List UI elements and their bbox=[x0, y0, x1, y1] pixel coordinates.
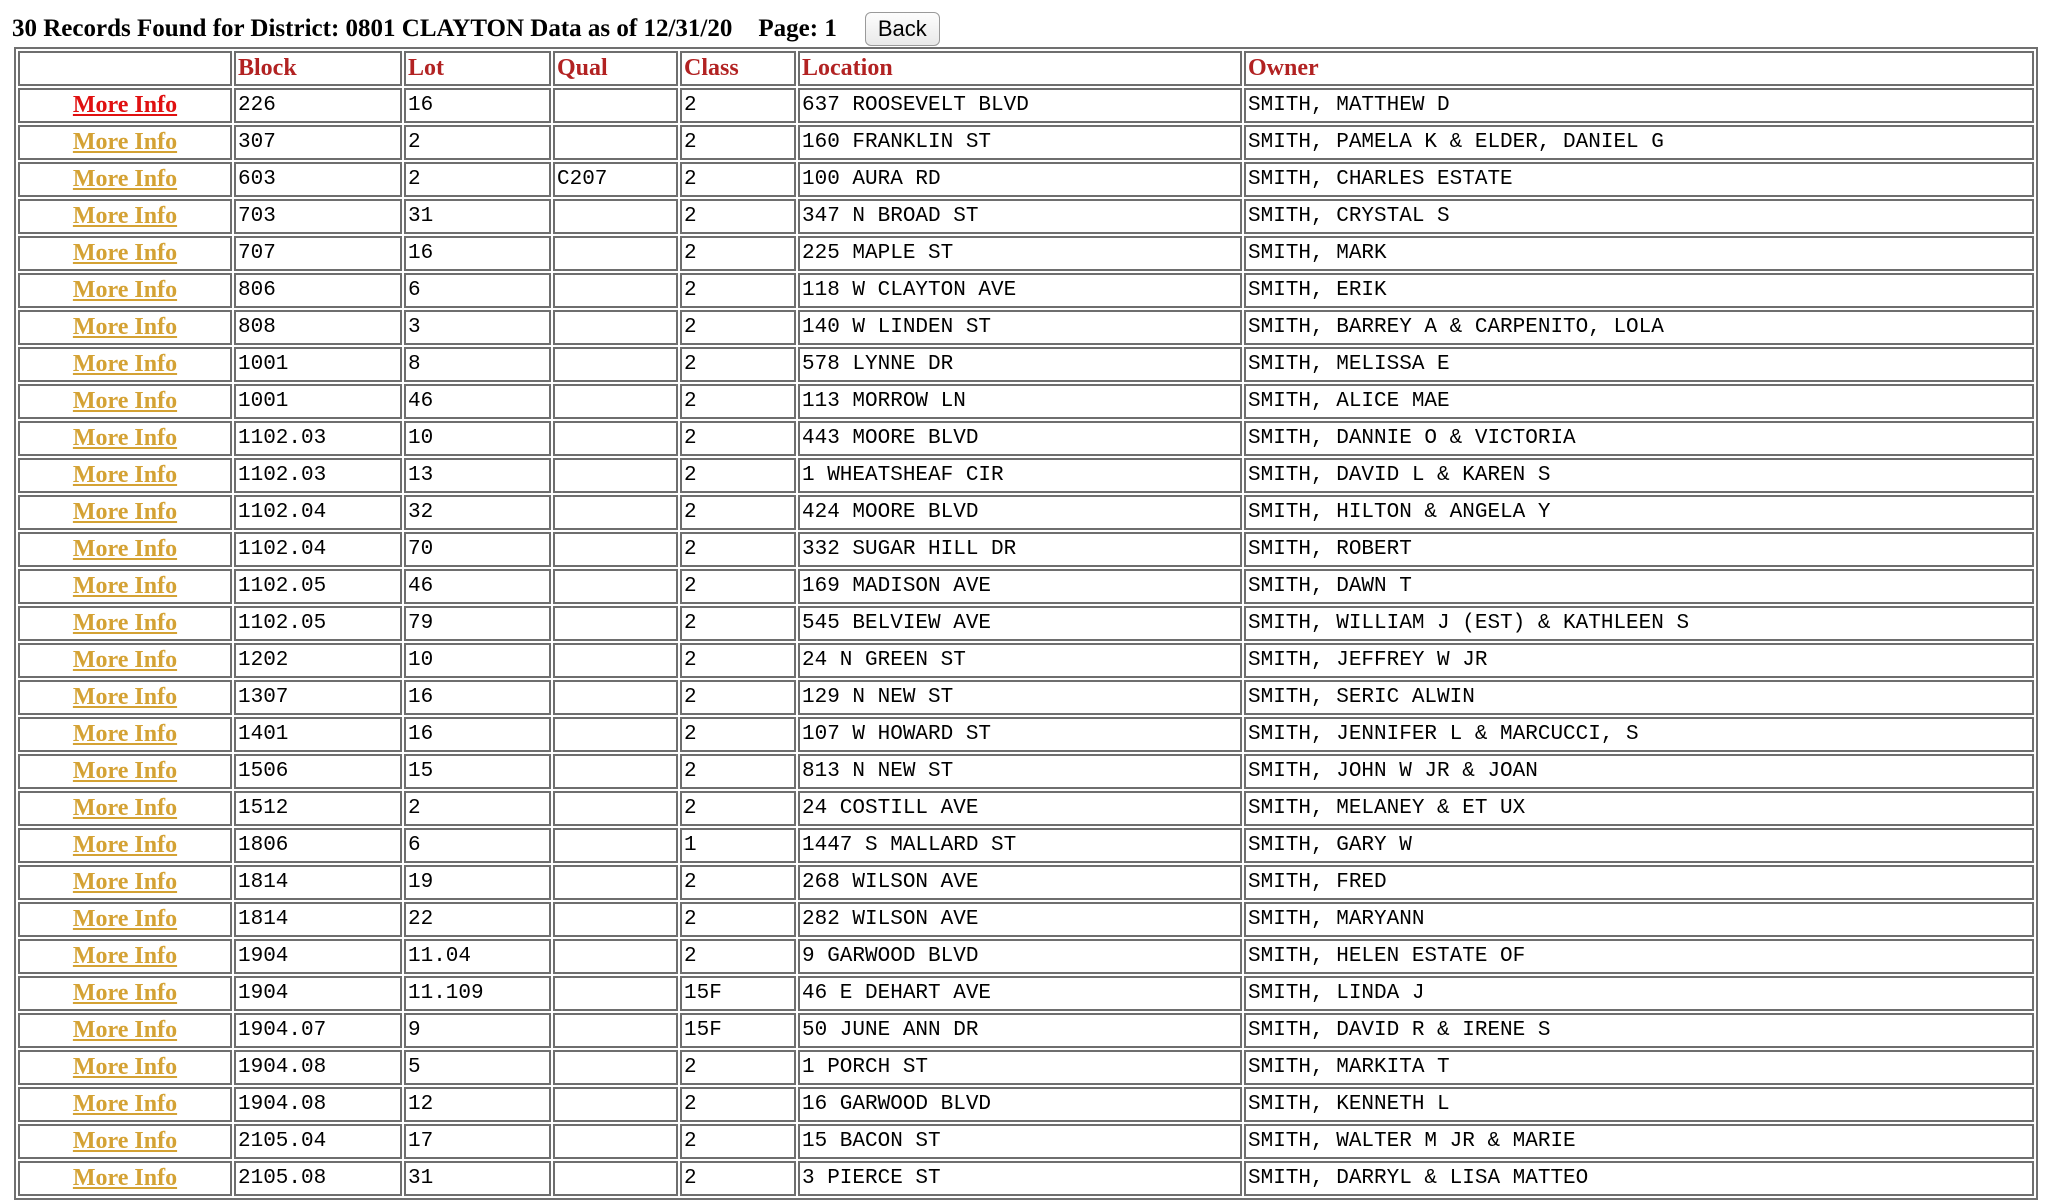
more-info-cell bbox=[18, 976, 232, 1011]
column-header-qual: Qual bbox=[553, 51, 678, 86]
back-button[interactable]: Back bbox=[865, 12, 940, 46]
cell-owner: SMITH, CRYSTAL S bbox=[1244, 199, 2034, 234]
cell-block: 1102.05 bbox=[234, 606, 402, 641]
cell-qual bbox=[553, 532, 678, 567]
cell-lot: 6 bbox=[404, 828, 551, 863]
cell-location: 813 N NEW ST bbox=[798, 754, 1242, 789]
cell-lot: 70 bbox=[404, 532, 551, 567]
more-info-link[interactable]: More Info bbox=[72, 573, 178, 599]
records-table bbox=[14, 47, 2038, 1200]
cell-qual bbox=[553, 643, 678, 678]
cell-block: 703 bbox=[234, 199, 402, 234]
table-row bbox=[18, 865, 2034, 900]
cell-lot: 13 bbox=[404, 458, 551, 493]
cell-owner: SMITH, WILLIAM J (EST) & KATHLEEN S bbox=[1244, 606, 2034, 641]
cell-owner: SMITH, SERIC ALWIN bbox=[1244, 680, 2034, 715]
cell-class: 2 bbox=[680, 902, 796, 937]
cell-block: 307 bbox=[234, 125, 402, 160]
cell-class: 2 bbox=[680, 643, 796, 678]
cell-block: 1102.04 bbox=[234, 532, 402, 567]
cell-qual bbox=[553, 273, 678, 308]
cell-class: 2 bbox=[680, 421, 796, 456]
more-info-link[interactable]: More Info bbox=[72, 1054, 178, 1080]
cell-lot: 31 bbox=[404, 1161, 551, 1196]
cell-lot: 46 bbox=[404, 384, 551, 419]
cell-class: 2 bbox=[680, 754, 796, 789]
cell-qual bbox=[553, 1050, 678, 1085]
more-info-cell bbox=[18, 495, 232, 530]
cell-class: 2 bbox=[680, 162, 796, 197]
cell-location: 578 LYNNE DR bbox=[798, 347, 1242, 382]
cell-block: 1904.07 bbox=[234, 1013, 402, 1048]
cell-owner: SMITH, DANNIE O & VICTORIA bbox=[1244, 421, 2034, 456]
cell-block: 1814 bbox=[234, 865, 402, 900]
cell-lot: 22 bbox=[404, 902, 551, 937]
column-header-block: Block bbox=[234, 51, 402, 86]
cell-owner: SMITH, CHARLES ESTATE bbox=[1244, 162, 2034, 197]
cell-block: 1102.04 bbox=[234, 495, 402, 530]
table-row bbox=[18, 458, 2034, 493]
cell-lot: 19 bbox=[404, 865, 551, 900]
cell-owner: SMITH, ROBERT bbox=[1244, 532, 2034, 567]
cell-block: 1102.03 bbox=[234, 458, 402, 493]
more-info-link[interactable]: More Info bbox=[72, 388, 178, 414]
more-info-link[interactable]: More Info bbox=[72, 425, 178, 451]
cell-qual bbox=[553, 310, 678, 345]
cell-location: 268 WILSON AVE bbox=[798, 865, 1242, 900]
cell-block: 707 bbox=[234, 236, 402, 271]
cell-lot: 16 bbox=[404, 236, 551, 271]
cell-block: 1814 bbox=[234, 902, 402, 937]
table-row bbox=[18, 273, 2034, 308]
more-info-cell bbox=[18, 347, 232, 382]
cell-qual bbox=[553, 680, 678, 715]
cell-lot: 12 bbox=[404, 1087, 551, 1122]
more-info-cell bbox=[18, 606, 232, 641]
cell-owner: SMITH, LINDA J bbox=[1244, 976, 2034, 1011]
more-info-link[interactable]: More Info bbox=[72, 1128, 178, 1154]
table-row bbox=[18, 1124, 2034, 1159]
cell-owner: SMITH, JENNIFER L & MARCUCCI, S bbox=[1244, 717, 2034, 752]
more-info-cell bbox=[18, 939, 232, 974]
table-row bbox=[18, 532, 2034, 567]
table-row bbox=[18, 421, 2034, 456]
table-row bbox=[18, 569, 2034, 604]
cell-lot: 17 bbox=[404, 1124, 551, 1159]
cell-block: 1904.08 bbox=[234, 1087, 402, 1122]
cell-block: 1102.03 bbox=[234, 421, 402, 456]
more-info-cell bbox=[18, 421, 232, 456]
cell-qual bbox=[553, 1087, 678, 1122]
table-row bbox=[18, 88, 2034, 123]
cell-lot: 16 bbox=[404, 88, 551, 123]
cell-class: 2 bbox=[680, 199, 796, 234]
table-row bbox=[18, 939, 2034, 974]
cell-qual bbox=[553, 495, 678, 530]
table-row bbox=[18, 236, 2034, 271]
cell-block: 1904 bbox=[234, 976, 402, 1011]
cell-owner: SMITH, DAWN T bbox=[1244, 569, 2034, 604]
cell-owner: SMITH, MARK bbox=[1244, 236, 2034, 271]
cell-class: 2 bbox=[680, 717, 796, 752]
cell-qual bbox=[553, 865, 678, 900]
cell-owner: SMITH, MELANEY & ET UX bbox=[1244, 791, 2034, 826]
more-info-cell bbox=[18, 791, 232, 826]
more-info-link[interactable]: More Info bbox=[72, 943, 178, 969]
cell-owner: SMITH, DAVID R & IRENE S bbox=[1244, 1013, 2034, 1048]
more-info-cell bbox=[18, 569, 232, 604]
cell-owner: SMITH, GARY W bbox=[1244, 828, 2034, 863]
more-info-link[interactable]: More Info bbox=[72, 1017, 178, 1043]
table-row bbox=[18, 495, 2034, 530]
more-info-cell bbox=[18, 310, 232, 345]
cell-location: 169 MADISON AVE bbox=[798, 569, 1242, 604]
more-info-link[interactable]: More Info bbox=[72, 832, 178, 858]
cell-owner: SMITH, MELISSA E bbox=[1244, 347, 2034, 382]
table-row bbox=[18, 606, 2034, 641]
cell-qual bbox=[553, 569, 678, 604]
more-info-cell bbox=[18, 125, 232, 160]
cell-qual bbox=[553, 88, 678, 123]
more-info-cell bbox=[18, 1087, 232, 1122]
cell-location: 443 MOORE BLVD bbox=[798, 421, 1242, 456]
cell-qual: C207 bbox=[553, 162, 678, 197]
cell-qual bbox=[553, 421, 678, 456]
more-info-link[interactable]: More Info bbox=[72, 203, 178, 229]
more-info-cell bbox=[18, 754, 232, 789]
cell-block: 603 bbox=[234, 162, 402, 197]
cell-block: 2105.08 bbox=[234, 1161, 402, 1196]
more-info-link[interactable]: More Info bbox=[72, 721, 178, 747]
cell-location: 129 N NEW ST bbox=[798, 680, 1242, 715]
cell-owner: SMITH, MARKITA T bbox=[1244, 1050, 2034, 1085]
column-header-location: Location bbox=[798, 51, 1242, 86]
table-row bbox=[18, 717, 2034, 752]
cell-class: 2 bbox=[680, 384, 796, 419]
cell-class: 2 bbox=[680, 1124, 796, 1159]
cell-lot: 16 bbox=[404, 680, 551, 715]
table-row bbox=[18, 643, 2034, 678]
cell-class: 2 bbox=[680, 236, 796, 271]
cell-owner: SMITH, ALICE MAE bbox=[1244, 384, 2034, 419]
more-info-link[interactable]: More Info bbox=[72, 462, 178, 488]
cell-block: 1202 bbox=[234, 643, 402, 678]
more-info-cell bbox=[18, 1124, 232, 1159]
cell-location: 1 PORCH ST bbox=[798, 1050, 1242, 1085]
cell-owner: SMITH, JEFFREY W JR bbox=[1244, 643, 2034, 678]
column-header-class: Class bbox=[680, 51, 796, 86]
cell-class: 2 bbox=[680, 125, 796, 160]
cell-class: 2 bbox=[680, 347, 796, 382]
more-info-link[interactable]: More Info bbox=[72, 980, 178, 1006]
cell-location: 3 PIERCE ST bbox=[798, 1161, 1242, 1196]
cell-lot: 10 bbox=[404, 643, 551, 678]
cell-lot: 11.109 bbox=[404, 976, 551, 1011]
cell-class: 2 bbox=[680, 680, 796, 715]
cell-lot: 79 bbox=[404, 606, 551, 641]
cell-lot: 10 bbox=[404, 421, 551, 456]
cell-owner: SMITH, FRED bbox=[1244, 865, 2034, 900]
cell-block: 1904.08 bbox=[234, 1050, 402, 1085]
more-info-cell bbox=[18, 458, 232, 493]
cell-lot: 16 bbox=[404, 717, 551, 752]
cell-location: 100 AURA RD bbox=[798, 162, 1242, 197]
cell-location: 46 E DEHART AVE bbox=[798, 976, 1242, 1011]
cell-owner: SMITH, WALTER M JR & MARIE bbox=[1244, 1124, 2034, 1159]
cell-location: 16 GARWOOD BLVD bbox=[798, 1087, 1242, 1122]
table-row bbox=[18, 976, 2034, 1011]
cell-location: 545 BELVIEW AVE bbox=[798, 606, 1242, 641]
cell-lot: 32 bbox=[404, 495, 551, 530]
cell-qual bbox=[553, 606, 678, 641]
page-indicator: Page: 1 bbox=[758, 15, 837, 42]
cell-qual bbox=[553, 902, 678, 937]
cell-qual bbox=[553, 1161, 678, 1196]
cell-qual bbox=[553, 458, 678, 493]
cell-location: 118 W CLAYTON AVE bbox=[798, 273, 1242, 308]
more-info-cell bbox=[18, 865, 232, 900]
cell-lot: 46 bbox=[404, 569, 551, 604]
cell-class: 2 bbox=[680, 458, 796, 493]
cell-lot: 5 bbox=[404, 1050, 551, 1085]
table-row bbox=[18, 1161, 2034, 1196]
table-row bbox=[18, 902, 2034, 937]
more-info-link[interactable]: More Info bbox=[72, 684, 178, 710]
table-row bbox=[18, 828, 2034, 863]
cell-class: 2 bbox=[680, 569, 796, 604]
column-header-owner: Owner bbox=[1244, 51, 2034, 86]
more-info-link[interactable]: More Info bbox=[72, 795, 178, 821]
cell-location: 107 W HOWARD ST bbox=[798, 717, 1242, 752]
results-header bbox=[12, 10, 940, 48]
cell-class: 2 bbox=[680, 532, 796, 567]
cell-location: 1 WHEATSHEAF CIR bbox=[798, 458, 1242, 493]
more-info-cell bbox=[18, 384, 232, 419]
more-info-link[interactable]: More Info bbox=[72, 166, 178, 192]
cell-class: 2 bbox=[680, 791, 796, 826]
cell-block: 1401 bbox=[234, 717, 402, 752]
cell-class: 2 bbox=[680, 495, 796, 530]
cell-location: 282 WILSON AVE bbox=[798, 902, 1242, 937]
cell-lot: 11.04 bbox=[404, 939, 551, 974]
cell-block: 1307 bbox=[234, 680, 402, 715]
cell-block: 1512 bbox=[234, 791, 402, 826]
table-row bbox=[18, 754, 2034, 789]
cell-lot: 2 bbox=[404, 125, 551, 160]
cell-location: 113 MORROW LN bbox=[798, 384, 1242, 419]
more-info-link[interactable]: More Info bbox=[72, 647, 178, 673]
cell-owner: SMITH, DAVID L & KAREN S bbox=[1244, 458, 2034, 493]
cell-qual bbox=[553, 236, 678, 271]
cell-qual bbox=[553, 754, 678, 789]
cell-class: 2 bbox=[680, 1087, 796, 1122]
cell-location: 140 W LINDEN ST bbox=[798, 310, 1242, 345]
cell-location: 1447 S MALLARD ST bbox=[798, 828, 1242, 863]
more-info-link[interactable]: More Info bbox=[72, 536, 178, 562]
cell-qual bbox=[553, 199, 678, 234]
cell-location: 15 BACON ST bbox=[798, 1124, 1242, 1159]
more-info-link[interactable]: More Info bbox=[72, 129, 178, 155]
cell-block: 226 bbox=[234, 88, 402, 123]
cell-location: 50 JUNE ANN DR bbox=[798, 1013, 1242, 1048]
table-row bbox=[18, 162, 2034, 197]
cell-location: 637 ROOSEVELT BLVD bbox=[798, 88, 1242, 123]
cell-qual bbox=[553, 828, 678, 863]
cell-qual bbox=[553, 791, 678, 826]
more-info-cell bbox=[18, 88, 232, 123]
table-row bbox=[18, 199, 2034, 234]
table-row bbox=[18, 384, 2034, 419]
cell-location: 24 N GREEN ST bbox=[798, 643, 1242, 678]
cell-class: 15F bbox=[680, 1013, 796, 1048]
cell-qual bbox=[553, 347, 678, 382]
table-row bbox=[18, 680, 2034, 715]
cell-block: 1806 bbox=[234, 828, 402, 863]
more-info-link[interactable]: More Info bbox=[72, 869, 178, 895]
cell-lot: 2 bbox=[404, 162, 551, 197]
cell-class: 2 bbox=[680, 273, 796, 308]
cell-class: 1 bbox=[680, 828, 796, 863]
cell-class: 2 bbox=[680, 1050, 796, 1085]
cell-lot: 8 bbox=[404, 347, 551, 382]
more-info-link[interactable]: More Info bbox=[72, 906, 178, 932]
cell-lot: 6 bbox=[404, 273, 551, 308]
cell-class: 2 bbox=[680, 310, 796, 345]
records-table-body bbox=[18, 88, 2034, 1196]
cell-class: 2 bbox=[680, 865, 796, 900]
cell-lot: 15 bbox=[404, 754, 551, 789]
cell-location: 424 MOORE BLVD bbox=[798, 495, 1242, 530]
cell-location: 9 GARWOOD BLVD bbox=[798, 939, 1242, 974]
more-info-cell bbox=[18, 902, 232, 937]
cell-location: 332 SUGAR HILL DR bbox=[798, 532, 1242, 567]
cell-qual bbox=[553, 976, 678, 1011]
cell-owner: SMITH, JOHN W JR & JOAN bbox=[1244, 754, 2034, 789]
cell-owner: SMITH, PAMELA K & ELDER, DANIEL G bbox=[1244, 125, 2034, 160]
cell-owner: SMITH, MARYANN bbox=[1244, 902, 2034, 937]
cell-owner: SMITH, KENNETH L bbox=[1244, 1087, 2034, 1122]
cell-class: 2 bbox=[680, 1161, 796, 1196]
cell-class: 2 bbox=[680, 88, 796, 123]
table-row bbox=[18, 310, 2034, 345]
more-info-link[interactable]: More Info bbox=[72, 351, 178, 377]
cell-lot: 31 bbox=[404, 199, 551, 234]
cell-block: 1001 bbox=[234, 384, 402, 419]
cell-qual bbox=[553, 1124, 678, 1159]
cell-owner: SMITH, BARREY A & CARPENITO, LOLA bbox=[1244, 310, 2034, 345]
more-info-link[interactable]: More Info bbox=[72, 610, 178, 636]
cell-lot: 3 bbox=[404, 310, 551, 345]
column-header-lot: Lot bbox=[404, 51, 551, 86]
cell-owner: SMITH, MATTHEW D bbox=[1244, 88, 2034, 123]
cell-owner: SMITH, DARRYL & LISA MATTEO bbox=[1244, 1161, 2034, 1196]
cell-location: 225 MAPLE ST bbox=[798, 236, 1242, 271]
cell-class: 2 bbox=[680, 939, 796, 974]
cell-qual bbox=[553, 939, 678, 974]
more-info-link[interactable]: More Info bbox=[72, 1091, 178, 1117]
results-summary: 30 Records Found for District: 0801 CLAYTON Data as of 12/31/20 bbox=[12, 15, 733, 42]
more-info-cell bbox=[18, 1161, 232, 1196]
more-info-link[interactable]: More Info bbox=[72, 92, 178, 118]
cell-lot: 2 bbox=[404, 791, 551, 826]
more-info-cell bbox=[18, 717, 232, 752]
table-row bbox=[18, 1050, 2034, 1085]
more-info-link[interactable]: More Info bbox=[72, 499, 178, 525]
table-header-row bbox=[18, 51, 2034, 86]
cell-block: 1506 bbox=[234, 754, 402, 789]
cell-owner: SMITH, HELEN ESTATE OF bbox=[1244, 939, 2034, 974]
column-header-link bbox=[18, 51, 232, 86]
cell-block: 1001 bbox=[234, 347, 402, 382]
cell-class: 15F bbox=[680, 976, 796, 1011]
cell-lot: 9 bbox=[404, 1013, 551, 1048]
cell-class: 2 bbox=[680, 606, 796, 641]
more-info-cell bbox=[18, 236, 232, 271]
table-row bbox=[18, 1087, 2034, 1122]
more-info-link[interactable]: More Info bbox=[72, 314, 178, 340]
table-row bbox=[18, 125, 2034, 160]
more-info-cell bbox=[18, 162, 232, 197]
cell-block: 2105.04 bbox=[234, 1124, 402, 1159]
cell-block: 1904 bbox=[234, 939, 402, 974]
more-info-link[interactable]: More Info bbox=[72, 758, 178, 784]
more-info-link[interactable]: More Info bbox=[72, 277, 178, 303]
cell-block: 1102.05 bbox=[234, 569, 402, 604]
more-info-link[interactable]: More Info bbox=[72, 240, 178, 266]
cell-location: 160 FRANKLIN ST bbox=[798, 125, 1242, 160]
cell-owner: SMITH, ERIK bbox=[1244, 273, 2034, 308]
more-info-link[interactable]: More Info bbox=[72, 1165, 178, 1191]
more-info-cell bbox=[18, 273, 232, 308]
cell-location: 24 COSTILL AVE bbox=[798, 791, 1242, 826]
cell-qual bbox=[553, 125, 678, 160]
more-info-cell bbox=[18, 199, 232, 234]
cell-qual bbox=[553, 717, 678, 752]
table-row bbox=[18, 1013, 2034, 1048]
cell-block: 806 bbox=[234, 273, 402, 308]
cell-block: 808 bbox=[234, 310, 402, 345]
more-info-cell bbox=[18, 1013, 232, 1048]
more-info-cell bbox=[18, 1050, 232, 1085]
cell-owner: SMITH, HILTON & ANGELA Y bbox=[1244, 495, 2034, 530]
cell-qual bbox=[553, 384, 678, 419]
cell-location: 347 N BROAD ST bbox=[798, 199, 1242, 234]
more-info-cell bbox=[18, 828, 232, 863]
more-info-cell bbox=[18, 680, 232, 715]
more-info-cell bbox=[18, 532, 232, 567]
cell-qual bbox=[553, 1013, 678, 1048]
more-info-cell bbox=[18, 643, 232, 678]
records-table-container bbox=[14, 47, 2036, 1191]
table-row bbox=[18, 791, 2034, 826]
table-row bbox=[18, 347, 2034, 382]
